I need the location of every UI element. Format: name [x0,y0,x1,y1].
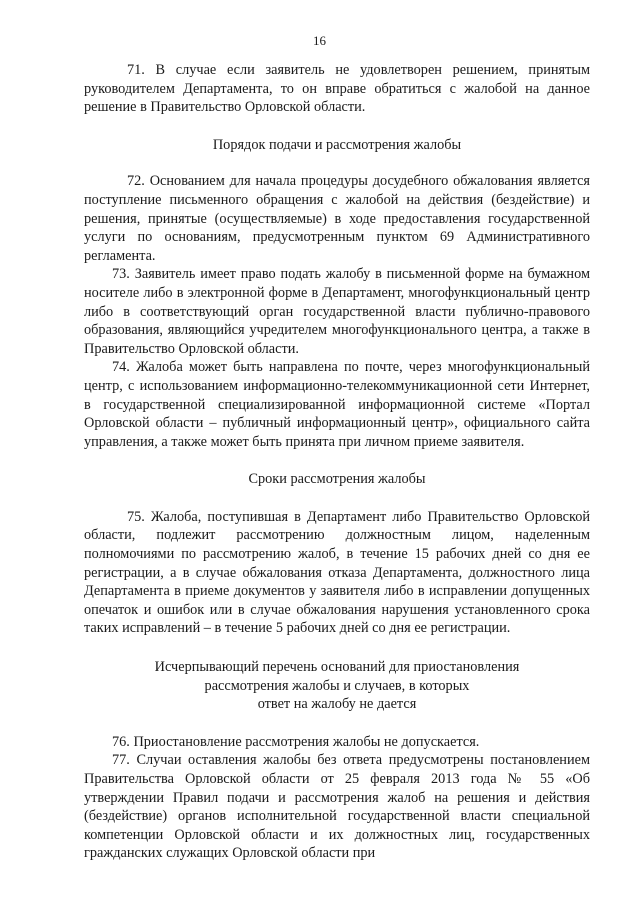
paragraph-76: 76. Приостановление рассмотрения жалобы не допускается. [112,733,480,750]
paragraph-77: 77. Случаи оставления жалобы без ответа предусмотрены постановлением Правительства Орловской области от 25 февраля 2013 года № 55 «Об утверждении Правил подачи и рассмотрения жалоб на решения и действия (бездействие) органов исполнительной государственной власти специальной компетенции Орловской области и их должностных лиц, государственных гражданских служащих Орловской области при [84,752,590,862]
paragraph-71: 71. В случае если заявитель не удовлетворен решением, принятым руководителем Департамента, то он вправе обратиться с жалобой на данное решение в Правительство Орловской области. [84,62,590,116]
paragraph-73: 73. Заявитель имеет право подать жалобу в письменной форме на бумажном носителе либо в электронной форме в Департамент, многофункциональный центр либо в соответствующий орган государственной власти публично-правового образования, являющийся учредителем многофункционального центра, а также в Правительство Орловской области. [84,266,590,357]
heading-line: рассмотрения жалобы и случаев, в которых [204,677,470,694]
paragraph-75: 75. Жалоба, поступившая в Департамент либо Правительство Орловской области, подлежит рассмотрению должностным лицом, наделенным полномочиями по рассмотрению жалоб, в течение 15 рабочих дней со дня ее регистрации, а в случае обжалования отказа Департамента, должностного лица Департамента в приеме документов у заявителя либо в исправлении допущенных опечаток и ошибок или в случае обжалования нарушения установленного срока таких исправлений – в течение 5 рабочих дней со дня ее регистрации. [84,508,590,637]
paragraph-72: 72. Основанием для начала процедуры досудебного обжалования является поступление письменного обращения с жалобой на действия (бездействие) и решения, принятые (осуществляемые) в ходе предоставления государственной услуги по основаниям, предусмотренным пунктом 69 Административного регламента. [84,173,590,264]
section-heading-suspension-grounds [84,658,590,714]
section-heading-complaint-procedure: Порядок подачи и рассмотрения жалобы [212,136,462,153]
section-heading-review-terms: Сроки рассмотрения жалобы [248,471,426,488]
page-number: 16 [313,33,326,48]
document-body [84,61,590,863]
heading-line: Исчерпывающий перечень оснований для приостановления [154,659,520,676]
paragraph-74: 74. Жалоба может быть направлена по почте, через многофункциональный центр, с использованием информационно-телекоммуникационной сети Интернет, в государственной специализированной информационной системе «Портал Орловской области – публичный информационный центр», официального сайта управления, а также может быть принята при личном приеме заявителя. [84,359,590,450]
heading-line: ответ на жалобу не дается [257,696,417,713]
